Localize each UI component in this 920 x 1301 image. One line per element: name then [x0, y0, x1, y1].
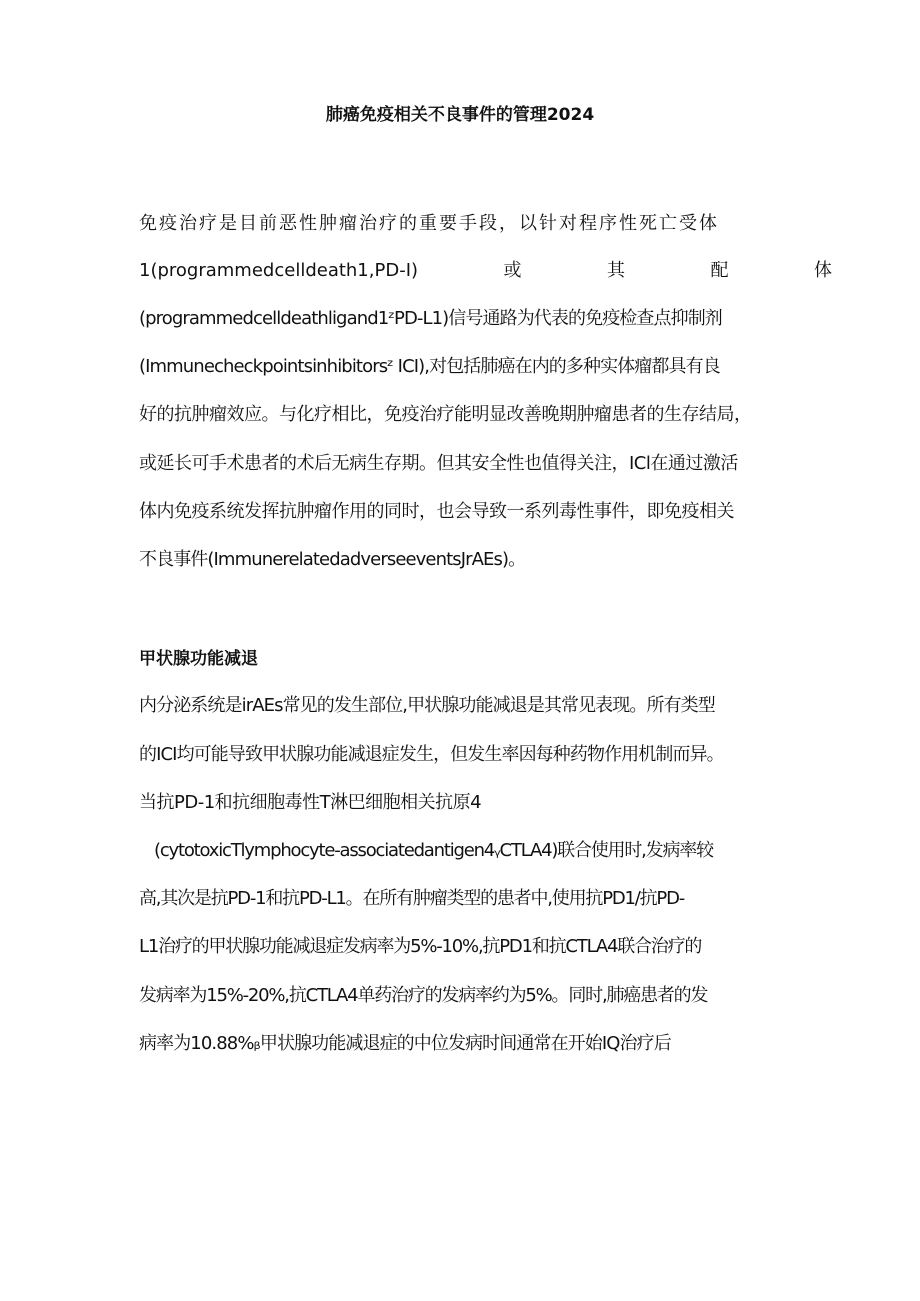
section-line-6: L1治疗的甲状腺功能减退症发病率为5%-10%,抗PD1和抗CTLA4联合治疗的 — [139, 936, 702, 957]
intro-line-5: 好的抗肿瘤效应。与化疗相比，免疫治疗能明显改善晚期肿瘤患者的生存结局， — [139, 404, 752, 425]
intro-line-3: (programmedcelldeathligand1ᶻPD-L1)信号通路为代表的免疫检查点抑制剂 — [139, 308, 722, 329]
section-line-7: 发病率为15%-20%,抗CTLA4单药治疗的发病率约为5%。同时,肺癌患者的发 — [139, 985, 708, 1006]
section-line-2: 的ICI均可能导致甲状腺功能减退症发生，但发生率因每种药物作用机制而异。 — [139, 744, 724, 765]
section-line-8: 病率为10.88%ᵦ甲状腺功能减退症的中位发病时间通常在开始IQ治疗后 — [139, 1033, 671, 1054]
intro-line-2-part-3: 其 — [607, 260, 625, 281]
intro-line-7: 体内免疫系统发挥抗肿瘤作用的同时，也会导致一系列毒性事件，即免疫相关 — [139, 501, 734, 522]
intro-line-4: (Immunecheckpointsinhibitorsᶻ ICI),对包括肺癌在内的多种实体瘤都具有良 — [139, 356, 720, 377]
section-line-3: 当抗PD-1和抗细胞毒性T淋巴细胞相关抗原4 — [139, 792, 482, 813]
intro-line-1: 免疫治疗是目前恶性肿瘤治疗的重要手段，以针对程序性死亡受体 — [139, 213, 719, 234]
intro-line-2-part-5: 体 — [813, 260, 832, 281]
section-line-4: (cytotoxicTlymphocyte-associatedantigen4ᵧCTLA4)联合使用时,发病率较 — [154, 840, 713, 861]
intro-line-2 — [139, 256, 832, 286]
section-line-1: 内分泌系统是irAEs常见的发生部位,甲状腺功能减退是其常见表现。所有类型 — [139, 695, 715, 716]
section-heading: 甲状腺功能减退 — [139, 649, 258, 669]
document-title: 肺癌免疫相关不良事件的管理2024 — [325, 105, 595, 125]
intro-line-6: 或延长可手术患者的术后无病生存期。但其安全性也值得关注，ICl在通过激活 — [139, 453, 738, 474]
intro-line-2-part-1: 1(programmedcelldeath1,PD-I) — [139, 260, 419, 281]
intro-line-8: 不良事件(ImmunerelatedadverseeventsJrAEs)。 — [139, 549, 526, 570]
section-line-5: 高,其次是抗PD-1和抗PD-L1。在所有肿瘤类型的患者中,使用抗PD1/抗PD- — [139, 888, 685, 909]
intro-line-2-part-2: 或 — [503, 260, 522, 281]
intro-line-2-part-4: 配 — [710, 260, 729, 281]
